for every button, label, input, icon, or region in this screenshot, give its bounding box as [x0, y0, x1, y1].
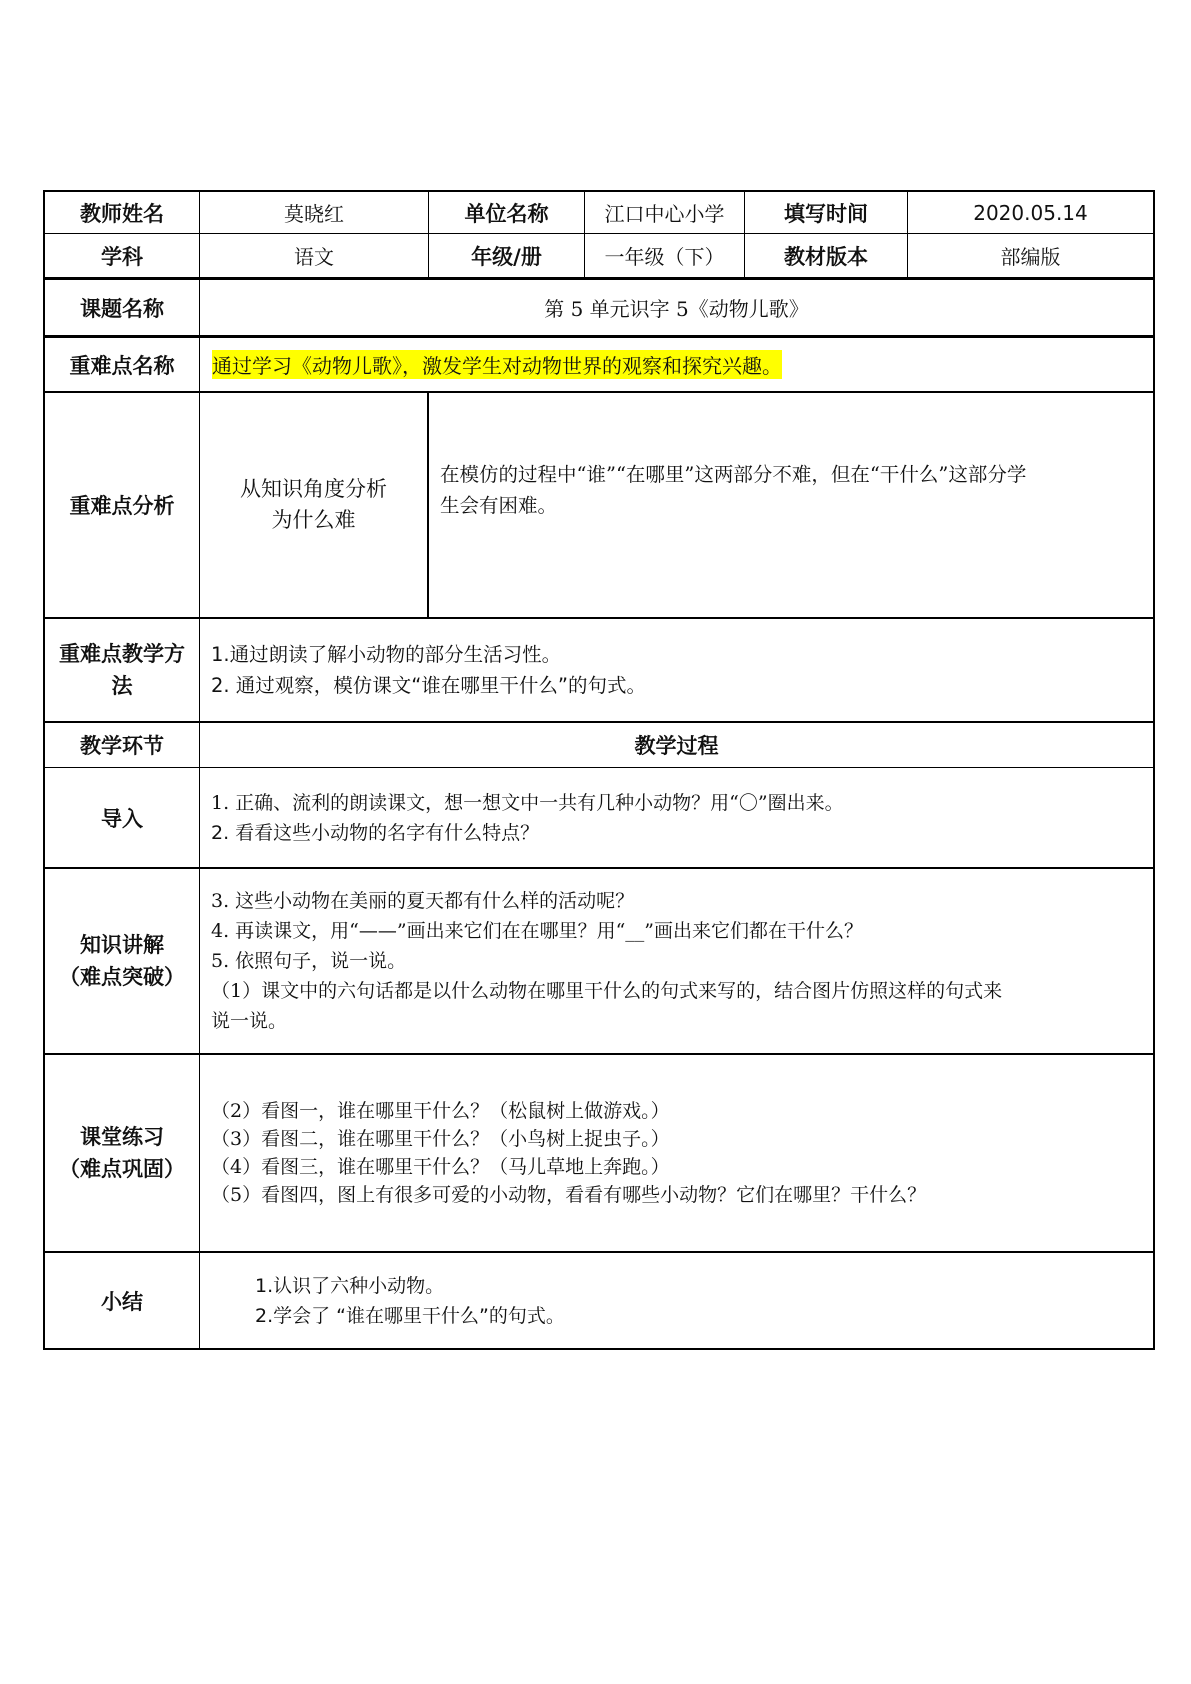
explain-label-line1: 知识讲解	[80, 933, 164, 957]
unit-name: 江口中心小学	[585, 192, 745, 233]
summary-line1: 1.认识了六种小动物。	[255, 1274, 445, 1297]
practice-label-line2: （难点巩固）	[59, 1157, 185, 1181]
method-line1: 1.通过朗读了解小动物的部分生活习性。	[211, 643, 562, 666]
topic-value: 第 5 单元识字 5《动物儿歌》	[544, 297, 809, 321]
key-point-value: 通过学习《动物儿歌》，激发学生对动物世界的观察和探究兴趣。	[212, 350, 782, 379]
unit-label: 单位名称	[429, 192, 585, 233]
explain-line2: 4. 再读课文，用“——”画出来它们在在哪里？用“__”画出来它们都在干什么？	[211, 920, 864, 942]
analysis-label: 重难点分析	[45, 393, 200, 617]
practice-label	[45, 1055, 200, 1251]
method-text	[200, 619, 1153, 721]
process-header: 教学过程	[634, 734, 719, 758]
intro-line2: 2. 看看这些小动物的名字有什么特点？	[211, 821, 540, 844]
practice-text	[200, 1055, 1153, 1251]
intro-line1: 1. 正确、流利的朗读课文，想一想文中一共有几种小动物？用“〇”圈出来。	[211, 791, 844, 814]
practice-label-line1: 课堂练习	[80, 1125, 164, 1149]
intro-text	[200, 768, 1153, 867]
analysis-text	[429, 393, 1153, 617]
date-label: 填写时间	[745, 192, 908, 233]
method-label-line1: 重难点教学方	[59, 642, 185, 666]
practice-line1: （2）看图一，谁在哪里干什么？（松鼠树上做游戏。）	[211, 1100, 670, 1122]
explain-label-line2: （难点突破）	[59, 965, 185, 989]
teacher-name: 莫晓红	[200, 192, 429, 233]
key-point-cell	[200, 338, 1153, 391]
summary-text	[200, 1253, 1153, 1348]
summary-row	[43, 1252, 1155, 1350]
analysis-row	[43, 392, 1155, 618]
explain-line3: 5. 依照句子，说一说。	[211, 950, 407, 972]
date-value: 2020.05.14	[973, 200, 1088, 225]
explain-text	[200, 869, 1153, 1053]
method-label	[45, 619, 200, 721]
teacher-label: 教师姓名	[45, 192, 200, 233]
subject-label: 学科	[45, 234, 200, 277]
intro-label: 导入	[45, 768, 200, 867]
explain-label	[45, 869, 200, 1053]
analysis-text-line1: 在模仿的过程中“谁”“在哪里”这两部分不难，但在“干什么”这部分学	[440, 463, 1027, 486]
method-line2: 2. 通过观察，模仿课文“谁在哪里干什么”的句式。	[211, 674, 647, 697]
header-row-1	[43, 190, 1155, 234]
summary-line2: 2.学会了 “谁在哪里干什么”的句式。	[255, 1304, 565, 1327]
method-row	[43, 618, 1155, 722]
practice-line2: （3）看图二，谁在哪里干什么？（小鸟树上捉虫子。）	[211, 1128, 670, 1150]
method-label-line2: 法	[111, 674, 133, 698]
explain-line5: 说一说。	[211, 1010, 288, 1032]
summary-label: 小结	[45, 1253, 200, 1348]
header-row-2	[43, 234, 1155, 278]
practice-line3: （4）看图三，谁在哪里干什么？（马儿草地上奔跑。）	[211, 1156, 670, 1178]
topic-label: 课题名称	[45, 280, 200, 335]
practice-line4: （5）看图四，图上有很多可爱的小动物，看看有哪些小动物？它们在哪里？干什么？	[211, 1184, 927, 1206]
stage-header: 教学环节	[45, 723, 200, 767]
process-header-row	[43, 722, 1155, 768]
textbook-value: 部编版	[1000, 245, 1061, 269]
grade-value: 一年级（下）	[585, 234, 745, 277]
intro-row	[43, 768, 1155, 868]
grade-label: 年级/册	[429, 234, 585, 277]
textbook-label: 教材版本	[745, 234, 908, 277]
topic-row	[43, 278, 1155, 336]
analysis-sub-label	[200, 393, 429, 617]
subject-value: 语文	[200, 234, 429, 277]
explain-line4: （1）课文中的六句话都是以什么动物在哪里干什么的句式来写的，结合图片仿照这样的句式来	[211, 980, 1003, 1002]
explain-row	[43, 868, 1155, 1054]
key-point-label: 重难点名称	[45, 338, 200, 391]
explain-line1: 3. 这些小动物在美丽的夏天都有什么样的活动呢？	[211, 890, 635, 912]
analysis-sub-label-line2: 为什么难	[271, 508, 356, 532]
practice-row	[43, 1054, 1155, 1252]
key-point-row	[43, 336, 1155, 392]
analysis-sub-label-line1: 从知识角度分析	[240, 477, 387, 501]
analysis-text-line2: 生会有困难。	[440, 494, 558, 517]
